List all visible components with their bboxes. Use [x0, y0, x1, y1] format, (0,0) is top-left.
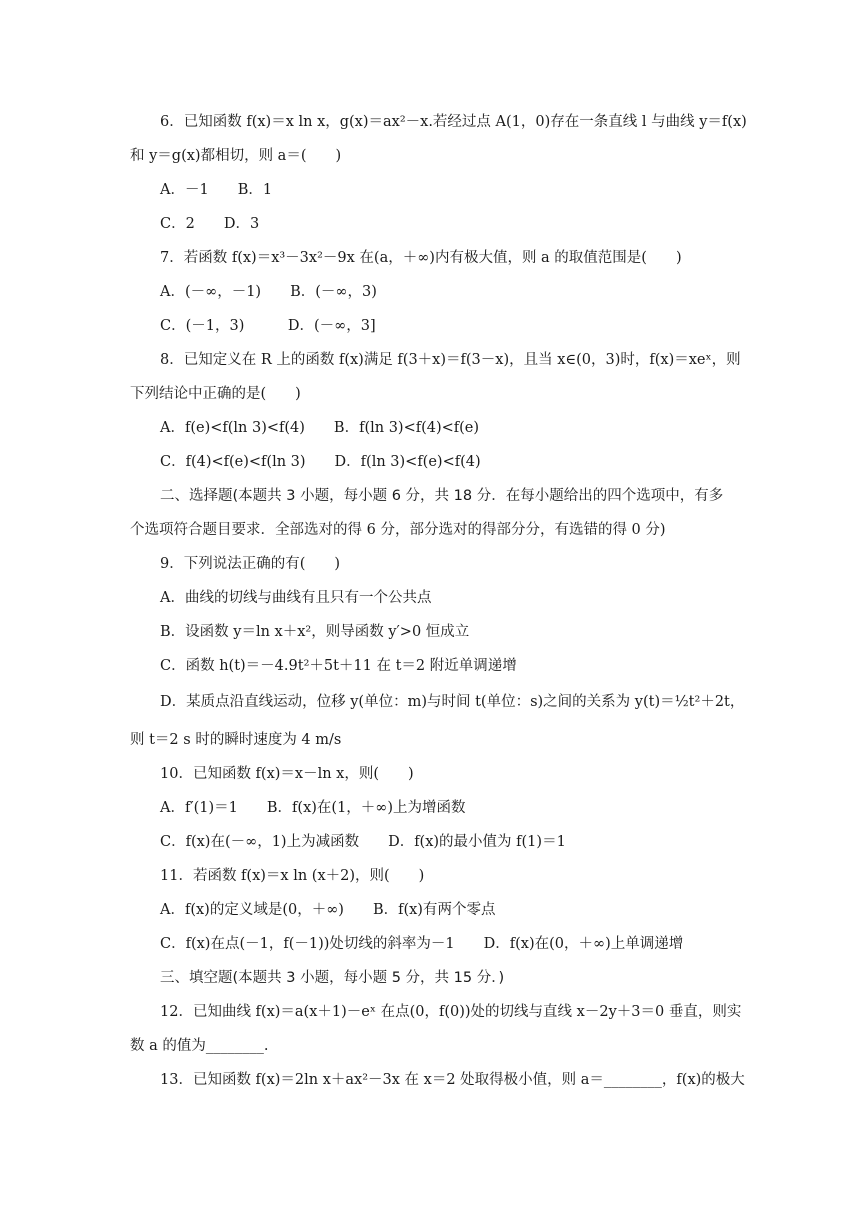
question-8-options-cd: C．f(4)<f(e)<f(ln 3) D．f(ln 3)<f(e)<f(4): [160, 454, 481, 470]
question-10-options-cd: C．f(x)在(－∞，1)上为减函数 D．f(x)的最小值为 f(1)＝1: [160, 834, 566, 850]
question-13-line-1: 13．已知函数 f(x)＝2ln x＋ax²－3x 在 x＝2 处取得极小值，则 a＝________，f(x)的极大: [160, 1072, 745, 1088]
question-10-options-ab: A．f′(1)＝1 B．f(x)在(1，＋∞)上为增函数: [160, 800, 466, 816]
question-9-option-b: B．设函数 y＝ln x＋x²，则导函数 y′>0 恒成立: [160, 624, 470, 640]
question-6-line-2: 和 y＝g(x)都相切，则 a＝( ): [130, 148, 342, 164]
question-9-option-d: D．某质点沿直线运动，位移 y(单位：m)与时间 t(单位：s)之间的关系为 y(t)＝½t²＋2t，: [160, 694, 745, 710]
question-6-options-cd: C．2 D．3: [160, 216, 260, 232]
question-9-option-d-cont: 则 t＝2 s 时的瞬时速度为 4 m/s: [130, 732, 342, 748]
question-9-line-1: 9．下列说法正确的有( ): [160, 556, 341, 572]
question-7-line-1: 7．若函数 f(x)＝x³－3x²－9x 在(a，＋∞)内有极大值，则 a 的取值范围是( ): [160, 250, 682, 266]
question-6-options-ab: A．－1 B．1: [160, 182, 273, 198]
question-9-option-c: C．函数 h(t)＝－4.9t²＋5t＋11 在 t＝2 附近单调递增: [160, 658, 517, 674]
section-2-heading: 二、选择题(本题共 3 小题，每小题 6 分，共 18 分．在每小题给出的四个选项中，有多: [160, 488, 724, 504]
section-3-heading: 三、填空题(本题共 3 小题，每小题 5 分，共 15 分．): [160, 970, 505, 986]
question-12-line-2: 数 a 的值为________.: [130, 1038, 269, 1054]
question-11-line-1: 11．若函数 f(x)＝x ln (x＋2)，则( ): [160, 868, 425, 884]
question-6-line-1: 6．已知函数 f(x)＝x ln x，g(x)＝ax²－x.若经过点 A(1，0)存在一条直线 l 与曲线 y＝f(x): [160, 114, 747, 130]
question-12-line-1: 12．已知曲线 f(x)＝a(x＋1)－eˣ 在点(0，f(0))处的切线与直线 x－2y＋3＝0 垂直，则实: [160, 1004, 742, 1020]
question-11-options-ab: A．f(x)的定义域是(0，＋∞) B．f(x)有两个零点: [160, 902, 496, 918]
question-7-options-cd: C．(－1，3) D．(－∞，3]: [160, 318, 376, 334]
question-10-line-1: 10．已知函数 f(x)＝x－ln x，则( ): [160, 766, 414, 782]
question-7-options-ab: A．(－∞，－1) B．(－∞，3): [160, 284, 377, 300]
question-8-options-ab: A．f(e)<f(ln 3)<f(4) B．f(ln 3)<f(4)<f(e): [160, 420, 480, 436]
question-8-line-1: 8．已知定义在 R 上的函数 f(x)满足 f(3＋x)＝f(3－x)，且当 x∈(0，3)时，f(x)＝xeˣ，则: [160, 352, 741, 368]
question-9-option-a: A．曲线的切线与曲线有且只有一个公共点: [160, 590, 432, 606]
section-2-heading-cont: 个选项符合题目要求．全部选对的得 6 分，部分选对的得部分分，有选错的得 0 分): [130, 522, 666, 538]
question-8-line-2: 下列结论中正确的是( ): [130, 386, 301, 402]
question-11-options-cd: C．f(x)在点(－1，f(－1))处切线的斜率为－1 D．f(x)在(0，＋∞)上单调递增: [160, 936, 684, 952]
